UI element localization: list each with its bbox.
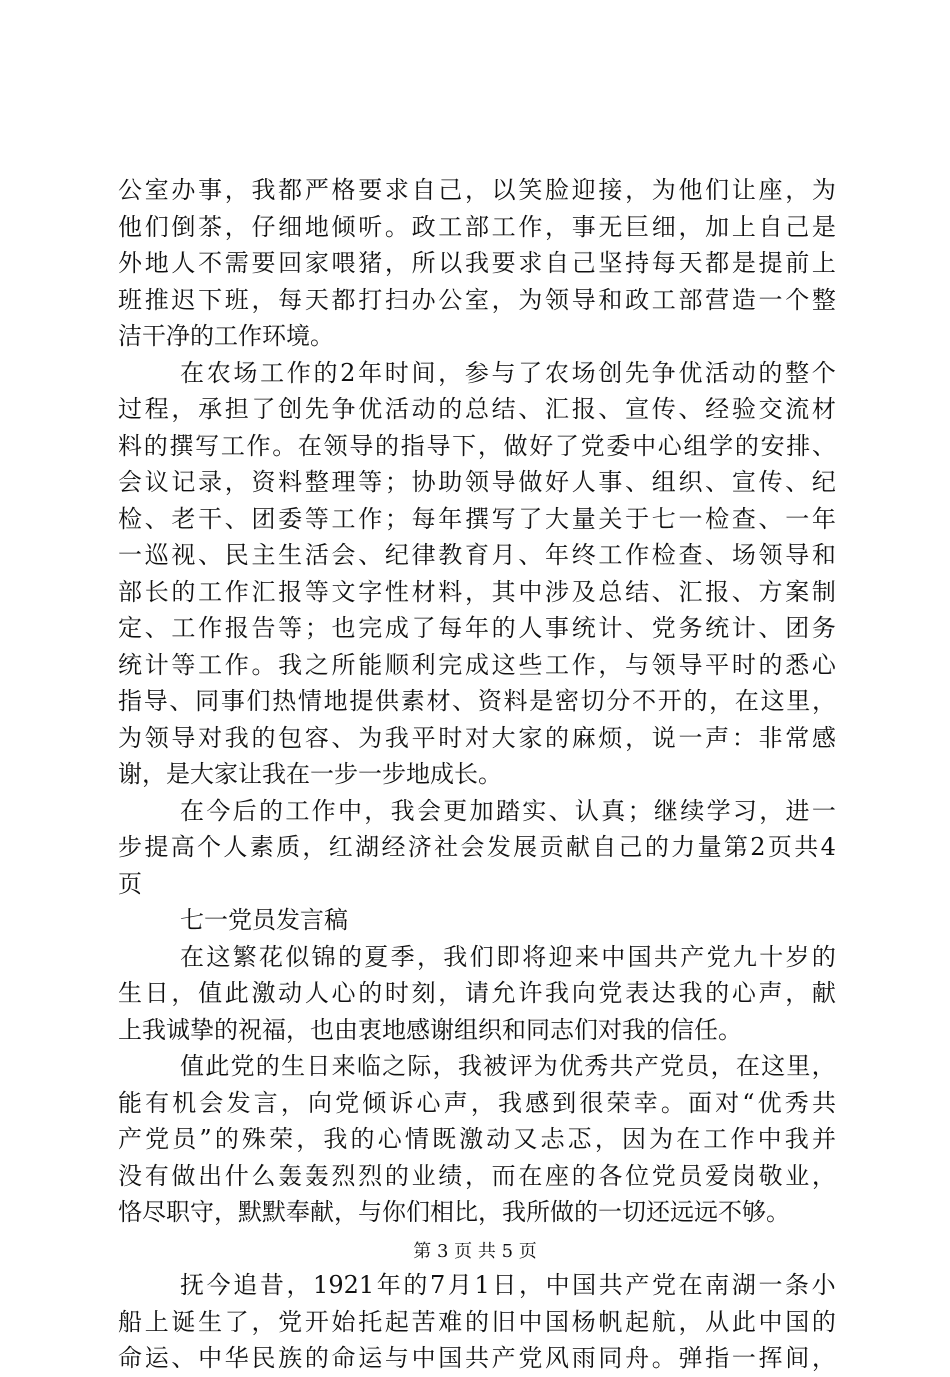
text-line: 生 日 ， 值 此 激 动 人 心 的 时 刻 ， 请 允 许 我 向 党 表 达 我 的 心 声 ， 献 bbox=[118, 979, 836, 1007]
text-line: 在 今 后 的 工 作 中 ， 我 会 更 加 踏 实 、 认 真 ； 继 续 学 习 ， 进 一 bbox=[180, 796, 836, 825]
text-line: 为 领 导 对 我 的 包 容 、 为 我 平 时 对 大 家 的 麻 烦 ， 说 一 声 ： 非 常 感 bbox=[118, 723, 836, 752]
text-line: 他 们 倒 茶 ， 仔 细 地 倾 听 。 政 工 部 工 作 ， 事 无 巨 细 ， 加 上 自 己 是 bbox=[118, 212, 836, 241]
text-line: 没 有 做 出 什 么 轰 轰 烈 烈 的 业 绩 ， 而 在 座 的 各 位 党 员 爱 岗 敬 业 ， bbox=[118, 1161, 836, 1190]
text-line: 统 计 等 工 作 。 我 之 所 能 顺 利 完 成 这 些 工 作 ， 与 领 导 平 时 的 悉 心 bbox=[118, 650, 836, 679]
text-line: 在 农 场 工 作 的 2 年 时 间 ， 参 与 了 农 场 创 先 争 优 活 动 的 整 个 bbox=[180, 358, 836, 387]
text-line: 洁干净的工作环境。 bbox=[118, 322, 334, 350]
text-line: 公 室 办 事 ， 我 都 严 格 要 求 自 己 ， 以 笑 脸 迎 接 ， 为 他 们 让 座 ， 为 bbox=[118, 176, 836, 204]
text-line: 抚 今 追 昔 ， 1921 年 的 7 月 1 日 ， 中 国 共 产 党 在 南 湖 一 条 小 bbox=[180, 1271, 836, 1299]
text-line: 检 、 老 干 、 团 委 等 工 作 ； 每 年 撰 写 了 大 量 关 于 七 一 检 查 、 一 年 bbox=[118, 504, 836, 533]
text-line: 班 推 迟 下 班 ， 每 天 都 打 扫 办 公 室 ， 为 领 导 和 政 工 部 营 造 一 个 整 bbox=[118, 285, 836, 314]
text-line: 过 程 ， 承 担 了 创 先 争 优 活 动 的 总 结 、 汇 报 、 宣 传 、 经 验 交 流 材 bbox=[118, 395, 836, 423]
text-line: 能 有 机 会 发 言 ， 向 党 倾 诉 心 声 ， 我 感 到 很 荣 幸 。 面 对 “ 优 秀 共 bbox=[118, 1088, 836, 1117]
text-line: 页 bbox=[118, 869, 142, 898]
document-body bbox=[118, 172, 836, 1377]
text-line: 船 上 诞 生 了 ， 党 开 始 托 起 苦 难 的 旧 中 国 杨 帆 起 航 ， 从 此 中 国 的 bbox=[118, 1307, 836, 1336]
text-line: 步 提 高 个 人 素 质 ， 红 湖 经 济 社 会 发 展 贡 献 自 己 的 力 量 第 2 页 共 4 bbox=[118, 833, 836, 861]
text-line: 在 这 繁 花 似 锦 的 夏 季 ， 我 们 即 将 迎 来 中 国 共 产 党 九 十 岁 的 bbox=[180, 942, 836, 971]
text-line: 定 、 工 作 报 告 等 ； 也 完 成 了 每 年 的 人 事 统 计 、 党 务 统 计 、 团 务 bbox=[118, 614, 836, 642]
text-line: 命 运 、 中 华 民 族 的 命 运 与 中 国 共 产 党 风 雨 同 舟 。 弹 指 一 挥 间 ， bbox=[118, 1344, 836, 1372]
text-line: 恪尽职守，默默奉献，与你们相比，我所做的一切还远远不够。 bbox=[118, 1198, 790, 1226]
text-line: 部 长 的 工 作 汇 报 等 文 字 性 材 料 ， 其 中 涉 及 总 结 、 汇 报 、 方 案 制 bbox=[118, 577, 836, 606]
text-line: 产 党 员 ” 的 殊 荣 ， 我 的 心 情 既 激 动 又 忐 忑 ， 因 为 在 工 作 中 我 并 bbox=[118, 1125, 836, 1153]
text-line: 七一党员发言稿 bbox=[180, 906, 348, 934]
text-line: 值 此 党 的 生 日 来 临 之 际 ， 我 被 评 为 优 秀 共 产 党 员 ， 在 这 里 ， bbox=[180, 1052, 836, 1080]
text-line: 上我诚挚的祝福，也由衷地感谢组织和同志们对我的信任。 bbox=[118, 1015, 742, 1044]
page-footer: 第 3 页 共 5 页 bbox=[413, 1241, 537, 1262]
text-line: 一 巡 视 、 民 主 生 活 会 、 纪 律 教 育 月 、 年 终 工 作 检 查 、 场 领 导 和 bbox=[118, 541, 836, 569]
text-line: 会 议 记 录 ， 资 料 整 理 等 ； 协 助 领 导 做 好 人 事 、 组 织 、 宣 传 、 纪 bbox=[118, 468, 836, 496]
text-line: 料 的 撰 写 工 作 。 在 领 导 的 指 导 下 ， 做 好 了 党 委 中 心 组 学 的 安 排 、 bbox=[118, 431, 836, 460]
text-line: 外 地 人 不 需 要 回 家 喂 猪 ， 所 以 我 要 求 自 己 坚 持 每 天 都 是 提 前 上 bbox=[118, 249, 836, 277]
text-line: 指 导 、 同 事 们 热 情 地 提 供 素 材 、 资 料 是 密 切 分 不 开 的 ， 在 这 里 ， bbox=[118, 687, 836, 715]
text-line: 谢，是大家让我在一步一步地成长。 bbox=[118, 760, 502, 788]
